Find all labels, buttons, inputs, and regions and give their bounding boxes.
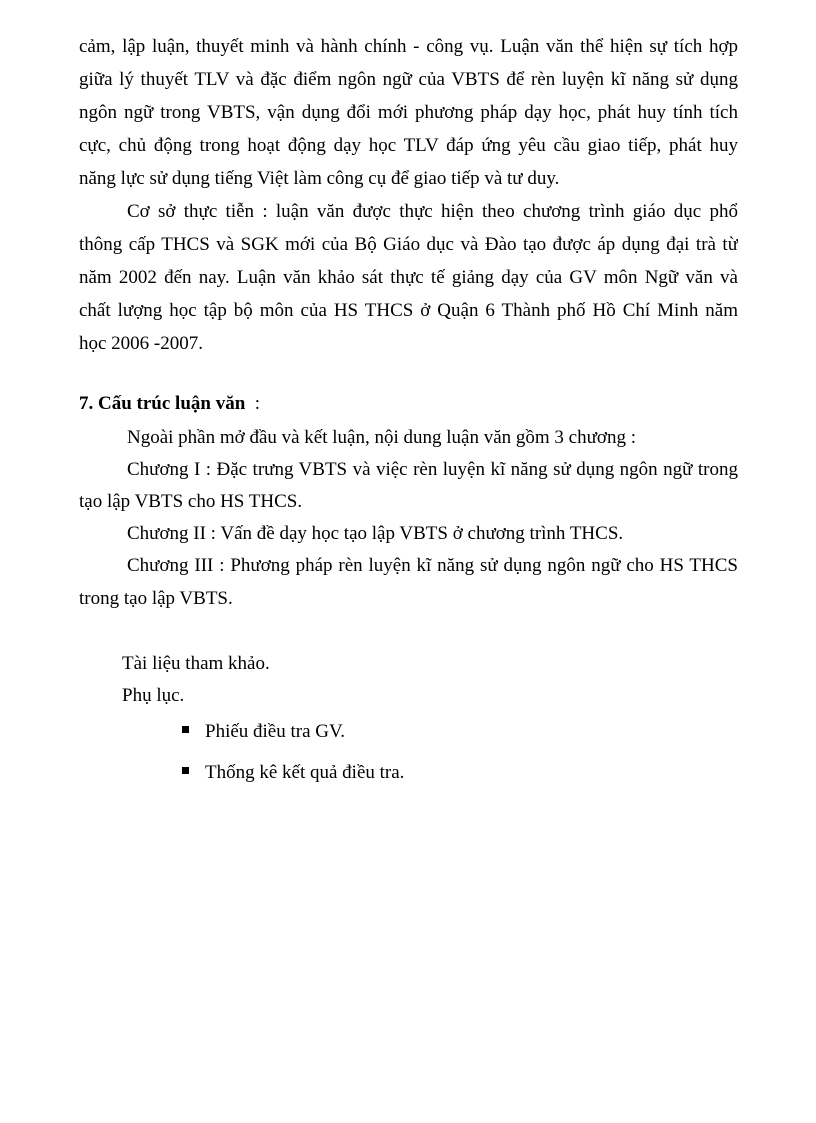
chapter-2-line: Chương II : Vấn đề dạy học tạo lập VBTS ở chương trình THCS.	[127, 523, 624, 544]
references-label: Tài liệu tham khảo.	[122, 653, 270, 674]
paragraph-1-line-1: cảm, lập luận, thuyết minh và hành chính - công vụ. Luận văn thể hiện sự tích hợp	[79, 36, 738, 57]
chapter-1-line-2: tạo lập VBTS cho HS THCS.	[79, 491, 303, 512]
paragraph-2-line-2: thông cấp THCS và SGK mới của Bộ Giáo dục và Đào tạo được áp dụng đại trà từ	[79, 234, 738, 255]
bullet-square-icon	[182, 767, 189, 774]
paragraph-1-line-5: năng lực sử dụng tiếng Việt làm công cụ để giao tiếp và tư duy.	[79, 168, 560, 189]
paragraph-2-line-3: năm 2002 đến nay. Luận văn khảo sát thực tế giảng dạy của GV môn Ngữ văn và	[79, 267, 738, 288]
section-heading-text: 7. Cấu trúc luận văn	[79, 393, 246, 414]
appendix-label: Phụ lục.	[122, 685, 185, 706]
chapter-3-line-1: Chương III : Phương pháp rèn luyện kĩ năng sử dụng ngôn ngữ cho HS THCS	[127, 555, 738, 576]
paragraph-2-line-1: Cơ sở thực tiễn : luận văn được thực hiện theo chương trình giáo dục phổ	[127, 201, 738, 222]
section-intro: Ngoài phần mở đầu và kết luận, nội dung luận văn gồm 3 chương :	[127, 427, 636, 448]
paragraph-2-line-4: chất lượng học tập bộ môn của HS THCS ở Quận 6 Thành phố Hồ Chí Minh năm	[79, 300, 738, 321]
paragraph-1-line-4: cực, chủ động trong hoạt động dạy học TLV đáp ứng yêu cầu giao tiếp, phát huy	[79, 135, 738, 156]
paragraph-2-line-5: học 2006 -2007.	[79, 333, 204, 354]
appendix-item-text: Phiếu điều tra GV.	[205, 721, 346, 742]
bullet-square-icon	[182, 726, 189, 733]
chapter-3-line-2: trong tạo lập VBTS.	[79, 588, 233, 609]
appendix-item-text: Thống kê kết quả điều tra.	[205, 762, 405, 783]
section-heading	[79, 392, 260, 416]
section-heading-suffix: :	[245, 393, 261, 414]
paragraph-1-line-2: giữa lý thuyết TLV và đặc điểm ngôn ngữ của VBTS để rèn luyện kĩ năng sử dụng	[79, 69, 738, 90]
paragraph-1-line-3: ngôn ngữ trong VBTS, vận dụng đổi mới phương pháp dạy học, phát huy tính tích	[79, 102, 738, 123]
chapter-1-line-1: Chương I : Đặc trưng VBTS và việc rèn luyện kĩ năng sử dụng ngôn ngữ trong	[127, 459, 738, 480]
